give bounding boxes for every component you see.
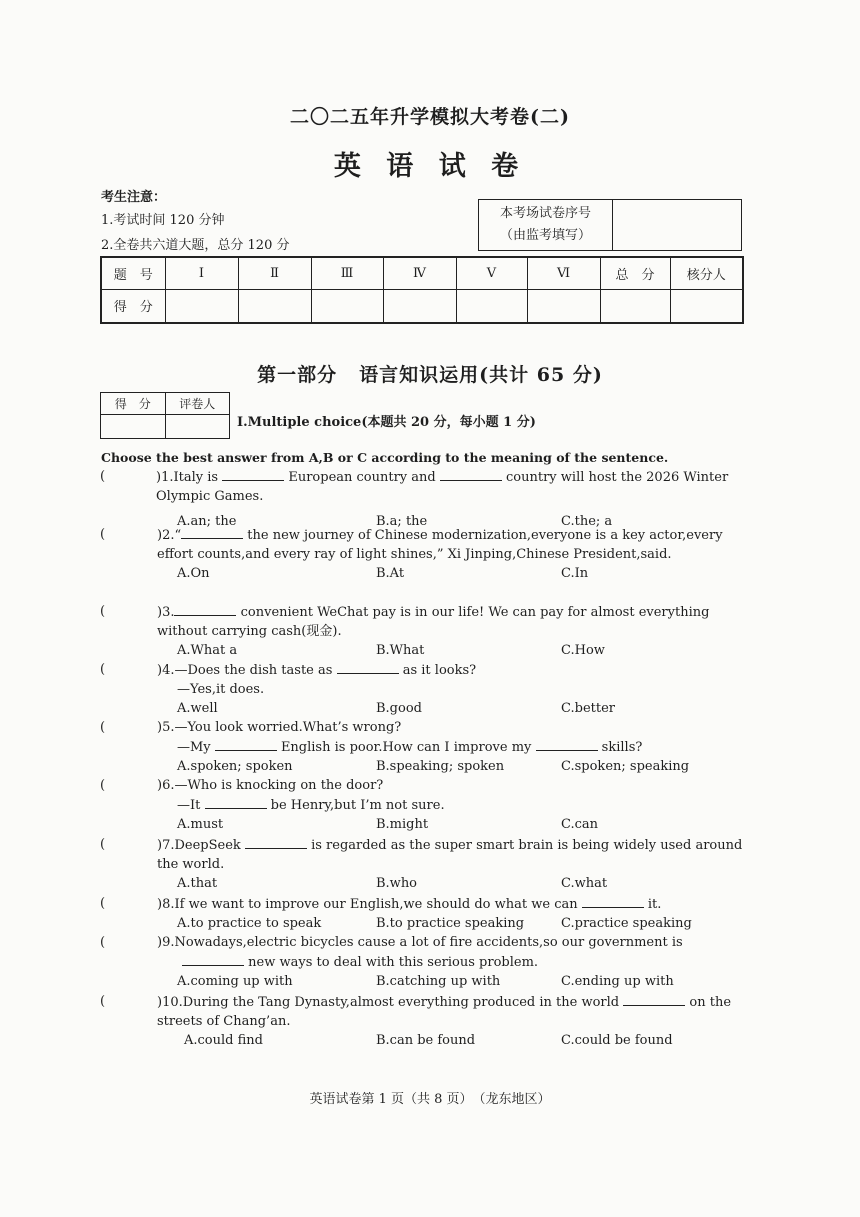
question-reply	[177, 795, 750, 815]
question-text: Italy is	[173, 470, 219, 485]
question-number: )4.	[157, 663, 175, 678]
score-cell[interactable]	[527, 289, 600, 323]
option-c[interactable]: C.How	[561, 643, 605, 658]
question-9	[100, 933, 750, 991]
question-text: as it looks?	[402, 663, 477, 678]
option-c[interactable]: C.practice speaking	[561, 916, 692, 931]
question-number: )1.	[156, 470, 174, 485]
question-6	[100, 776, 750, 834]
answer-paren[interactable]: (	[100, 994, 106, 1009]
question-text: country will host the 2026 Winter Olympic Games.	[156, 470, 729, 504]
option-a[interactable]: A.What a	[177, 643, 238, 658]
exam-title: 二〇二五年升学模拟大考卷(二)	[290, 106, 570, 128]
options	[177, 641, 750, 660]
section-instruction: Choose the best answer from A,B or C according to the meaning of the sentence.	[101, 450, 669, 465]
question-text: is regarded as the super smart brain is being widely used around the world.	[157, 838, 743, 872]
options	[177, 757, 750, 776]
option-a[interactable]: A.On	[177, 566, 210, 581]
score-header-item: Ⅰ	[165, 257, 238, 289]
question-text: DeepSeek	[174, 838, 241, 853]
score-header-item: 题 号	[101, 257, 165, 289]
answer-blank[interactable]	[222, 467, 284, 481]
option-a[interactable]: A.spoken; spoken	[177, 759, 293, 774]
question-text: European country and	[288, 470, 436, 485]
option-c[interactable]: C.what	[561, 876, 608, 891]
question-7	[100, 835, 750, 893]
question-8	[100, 894, 750, 933]
score-cell[interactable]	[311, 289, 383, 323]
option-c[interactable]: C.the; a	[561, 514, 613, 529]
question-number: )2.	[157, 528, 175, 543]
answer-blank[interactable]	[181, 525, 243, 539]
options	[177, 815, 750, 834]
reply-text: English is poor.How can I improve my	[280, 740, 532, 755]
option-b[interactable]: B.might	[376, 817, 429, 832]
answer-paren[interactable]: (	[100, 604, 106, 619]
answer-paren[interactable]: (	[100, 469, 106, 484]
option-a[interactable]: A.coming up with	[177, 974, 293, 989]
reply-text: skills?	[601, 740, 643, 755]
question-text: it.	[647, 897, 662, 912]
question-text: the new journey of Chinese modernization,everyone is a key actor,every effort counts,and every ray of light shines,” Xi Jinping,Chinese President,said.	[157, 528, 723, 562]
answer-blank[interactable]	[582, 894, 644, 908]
option-b[interactable]: B.catching up with	[376, 974, 501, 989]
notice-line-1: 1.考试时间 120 分钟	[101, 213, 225, 228]
part-title-b: 语言知识运用(共计 65 分)	[359, 364, 603, 386]
option-c[interactable]: C.could be found	[561, 1033, 673, 1048]
question-number: )8.	[157, 897, 175, 912]
question-number: )10.	[157, 995, 183, 1010]
question-text: on the streets of Chang’an.	[157, 995, 732, 1029]
grader-name-cell[interactable]	[165, 415, 230, 439]
question-reply	[177, 737, 750, 757]
score-header-item: Ⅳ	[383, 257, 456, 289]
question-number: )3.	[157, 605, 175, 620]
question-number: )9.	[157, 935, 175, 950]
grader-score-cell[interactable]	[101, 415, 166, 439]
score-header-item: 总 分	[600, 257, 670, 289]
question-text: new ways to deal with this serious problem.	[248, 955, 539, 970]
question-2	[100, 525, 750, 583]
option-a[interactable]: A.must	[177, 817, 224, 832]
notice-heading: 考生注意：	[101, 190, 167, 205]
option-a[interactable]: A.an; the	[177, 514, 237, 529]
answer-blank[interactable]	[623, 992, 685, 1006]
section-title: Ⅰ.Multiple choice(本题共 20 分，每小题 1 分)	[237, 415, 536, 430]
score-header-item: Ⅴ	[456, 257, 527, 289]
score-header-item: Ⅲ	[311, 257, 383, 289]
answer-blank[interactable]	[536, 737, 598, 751]
score-cell[interactable]	[383, 289, 456, 323]
question-number: )5.	[157, 720, 175, 735]
answer-paren[interactable]: (	[100, 896, 106, 911]
reply-text: —My	[177, 740, 211, 755]
question-number: )7.	[157, 838, 175, 853]
answer-blank[interactable]	[337, 660, 399, 674]
reply-text: be Henry,but I’m not sure.	[270, 798, 445, 813]
question-3	[100, 602, 750, 660]
answer-paren[interactable]: (	[100, 527, 106, 542]
option-b[interactable]: B.What	[376, 643, 425, 658]
score-cell[interactable]	[456, 289, 527, 323]
score-header-item: 核分人	[670, 257, 743, 289]
subject-title: 英 语 试 卷	[333, 151, 527, 182]
notice-line-2: 2.全卷共六道大题，总分 120 分	[101, 238, 290, 253]
option-c[interactable]: C.can	[561, 817, 599, 832]
option-b[interactable]: B.speaking; spoken	[376, 759, 505, 774]
score-cell[interactable]	[165, 289, 238, 323]
question-text: “	[174, 528, 182, 543]
answer-paren[interactable]: (	[100, 935, 106, 950]
options	[177, 699, 750, 718]
score-cell[interactable]	[600, 289, 670, 323]
serial-label	[479, 200, 613, 250]
options	[184, 1031, 750, 1050]
question-5	[100, 718, 750, 776]
answer-blank[interactable]	[440, 467, 502, 481]
option-b[interactable]: B.good	[376, 701, 422, 716]
answer-blank[interactable]	[205, 795, 267, 809]
answer-paren[interactable]: (	[100, 720, 106, 735]
reply-text: —It	[177, 798, 201, 813]
answer-paren[interactable]: (	[100, 778, 106, 793]
question-number: )6.	[157, 778, 175, 793]
score-table	[100, 256, 744, 324]
answer-blank[interactable]	[215, 737, 277, 751]
option-b[interactable]: B.can be found	[376, 1033, 476, 1048]
question-text: —You look worried.What’s wrong?	[174, 720, 402, 735]
score-header-item: Ⅵ	[527, 257, 600, 289]
question-text: —Who is knocking on the door?	[174, 778, 384, 793]
question-reply: —Yes,it does.	[177, 682, 265, 697]
question-10	[100, 992, 750, 1050]
grader-score-label: 得 分	[101, 393, 166, 415]
serial-label-line1: 本考场试卷序号	[499, 206, 591, 221]
options	[177, 564, 750, 583]
grader-table	[100, 392, 230, 439]
option-b[interactable]: B.who	[376, 876, 418, 891]
serial-number-box	[478, 199, 742, 251]
answer-paren[interactable]: (	[100, 662, 106, 677]
options	[177, 914, 750, 933]
option-c[interactable]: C.In	[561, 566, 589, 581]
option-c[interactable]: C.ending up with	[561, 974, 674, 989]
score-cell[interactable]	[670, 289, 743, 323]
option-c[interactable]: C.spoken; speaking	[561, 759, 690, 774]
option-a[interactable]: A.that	[177, 876, 218, 891]
answer-blank[interactable]	[245, 835, 307, 849]
answer-blank[interactable]	[174, 602, 236, 616]
option-b[interactable]: B.a; the	[376, 514, 428, 529]
question-text: convenient WeChat pay is in our life! We can pay for almost everything without carrying cash(现金).	[157, 605, 710, 639]
question-4	[100, 660, 750, 718]
page-footer: 英语试卷第 1 页（共 8 页） （龙东地区）	[309, 1092, 551, 1107]
question-text: If we want to improve our English,we should do what we can	[174, 897, 578, 912]
options	[177, 874, 750, 893]
score-cell[interactable]	[238, 289, 311, 323]
options	[177, 972, 750, 991]
option-b[interactable]: B.to practice speaking	[376, 916, 525, 931]
option-b[interactable]: B.At	[376, 566, 405, 581]
question-continuation	[182, 952, 750, 972]
answer-paren[interactable]: (	[100, 837, 106, 852]
question-text: Nowadays,electric bicycles cause a lot of fire accidents,so our government is	[174, 935, 683, 950]
question-text: During the Tang Dynasty,almost everything produced in the world	[182, 995, 620, 1010]
option-a[interactable]: A.well	[177, 701, 218, 716]
option-a[interactable]: A.could find	[184, 1033, 263, 1048]
score-header-item: Ⅱ	[238, 257, 311, 289]
grader-name-label: 评卷人	[165, 393, 230, 415]
part-title-a: 第一部分	[257, 364, 338, 386]
part-title	[0, 360, 860, 387]
question-text: —Does the dish taste as	[174, 663, 333, 678]
option-a[interactable]: A.to practice to speak	[177, 916, 322, 931]
option-c[interactable]: C.better	[561, 701, 615, 716]
question-1	[100, 467, 750, 531]
serial-label-line2: （由监考填写）	[499, 228, 591, 243]
answer-blank[interactable]	[182, 952, 244, 966]
score-row-label: 得 分	[101, 289, 165, 323]
